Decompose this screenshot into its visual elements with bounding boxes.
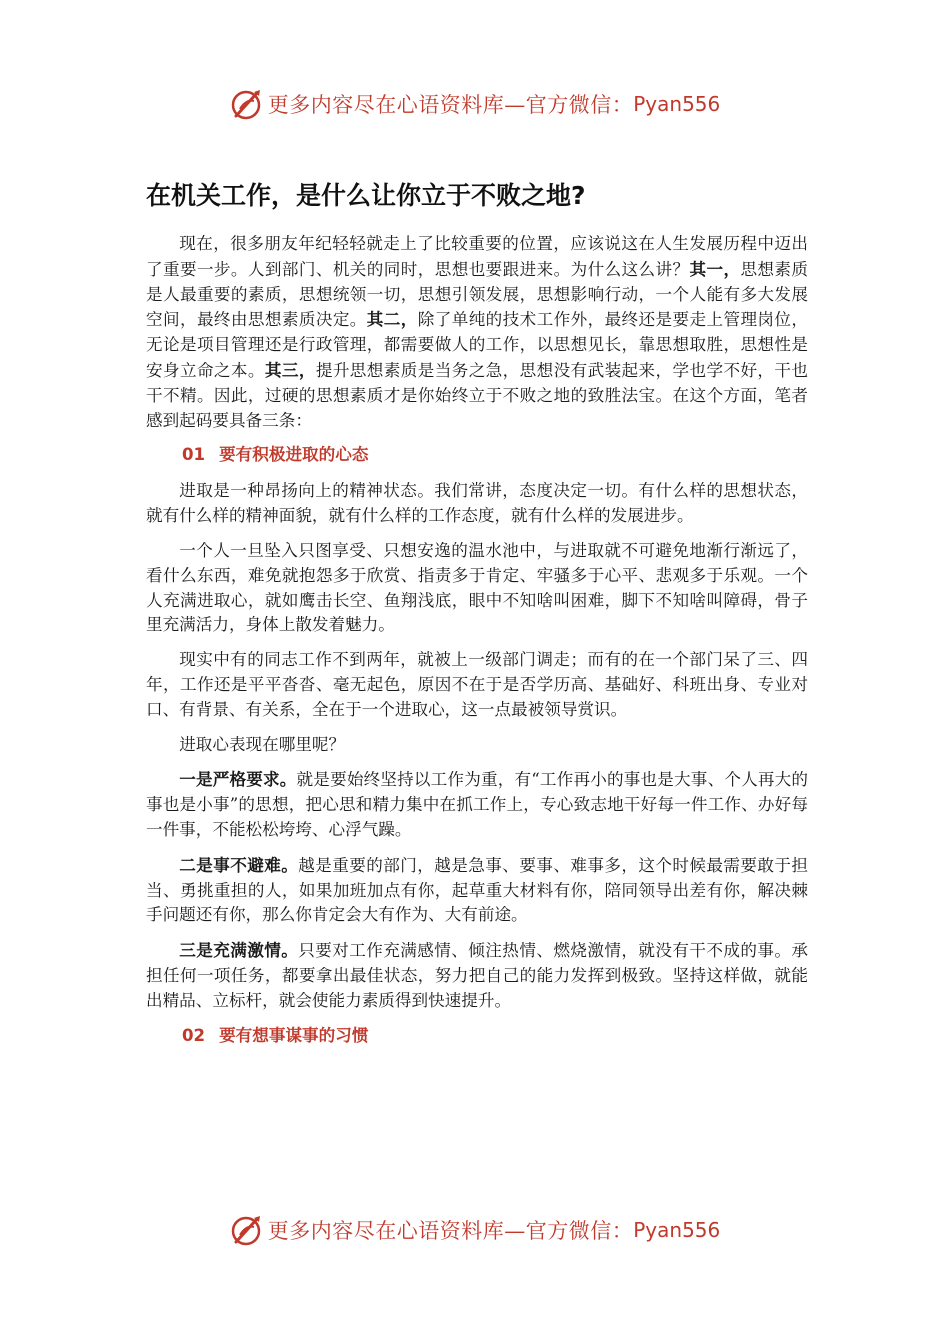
banner-wechat-id: Pyan556 xyxy=(633,92,721,116)
section-heading-01: 01 要有积极进取的心态 xyxy=(182,445,369,465)
paragraph: 一个人一旦坠入只图享受、只想安逸的温水池中，与进取就不可避免地渐行渐远了，看什么东西，难免就抱怨多于欣赏、指责多于肯定、牢骚多于心平、悲观多于乐观。一个人充满进取心，就如鹰击长空、鱼翔浅底，眼中不知啥叫困难，脚下不知啥叫障碍，骨子里充满活力，身体上散发着魅力。 xyxy=(146,540,808,635)
paragraph: 一是严格要求。就是要始终坚持以工作为重，有“工作再小的事也是大事、个人再大的事也是小事”的思想，把心思和精力集中在抓工作上，专心致志地干好每一件工作、办好每一件事，不能松松垮垮、心浮气躁。 xyxy=(146,769,808,839)
paragraph: 三是充满激情。只要对工作充满感情、倾注热情、燃烧激情，就没有干不成的事。承担任何一项任务，都要拿出最佳状态，努力把自己的能力发挥到极致。坚持这样做，就能出精品、立标杆，就会使能力素质得到快速提升。 xyxy=(146,940,809,1010)
paragraph: 二是事不避难。越是重要的部门，越是急事、要事、难事多，这个时候最需要敢于担当、勇挑重担的人，如果加班加点有你，起草重大材料有你，陪同领导出差有你，解决棘手问题还有你，那么你肯定会大有作为、大有前途。 xyxy=(146,854,809,925)
paragraph: 进取是一种昂扬向上的精神状态。我们常讲，态度决定一切。有什么样的思想状态，就有什么样的精神面貌，就有什么样的工作态度，就有什么样的发展进步。 xyxy=(146,481,808,526)
banner-text: 更多内容尽在心语资料库—官方微信： xyxy=(267,1219,634,1243)
header-banner xyxy=(0,84,950,124)
intro-paragraph: 现在，很多朋友年纪轻轻就走上了比较重要的位置，应该说这在人生发展历程中迈出了重要一步。人到部门、机关的同时，思想也要跟进来。为什么这么讲？其一，思想素质是人最重要的素质，思想统领一切，思想引领发展，思想影响行动，一个人能有多大发展空间，最终由思想素质决定。其二，除了单纯的技术工作外，最终还是要走上管理岗位，无论是项目管理还是行政管理，都需要做人的工作，以思想见长，靠思想取胜，思想性是安身立命之本。其三，提升思想素质是当务之急，思想没有武装起来，学也学不好，干也干不精。因此，过硬的思想素质才是你始终立于不败之地的致胜法宝。在这个方面，笔者感到起码要具备三条： xyxy=(146,234,808,430)
article-body xyxy=(146,232,808,1060)
banner-wechat-id: Pyan556 xyxy=(633,1218,721,1242)
section-heading-02: 02 要有想事谋事的习惯 xyxy=(182,1025,369,1045)
paragraph: 进取心表现在哪里呢？ xyxy=(179,734,346,754)
paragraph: 现实中有的同志工作不到两年，就被上一级部门调走；而有的在一个部门呆了三、四年，工作还是平平沓沓、毫无起色，原因不在于是否学历高、基础好、科班出身、专业对口、有背景、有关系，全在于一个进取心，这一点最被领导赏识。 xyxy=(146,650,808,719)
page-title: 在机关工作，是什么让你立于不败之地? xyxy=(146,181,586,210)
pen-logo-icon xyxy=(230,87,264,121)
pen-logo-icon xyxy=(230,1213,264,1247)
banner-text: 更多内容尽在心语资料库—官方微信： xyxy=(267,93,634,117)
footer-banner xyxy=(0,1210,950,1250)
